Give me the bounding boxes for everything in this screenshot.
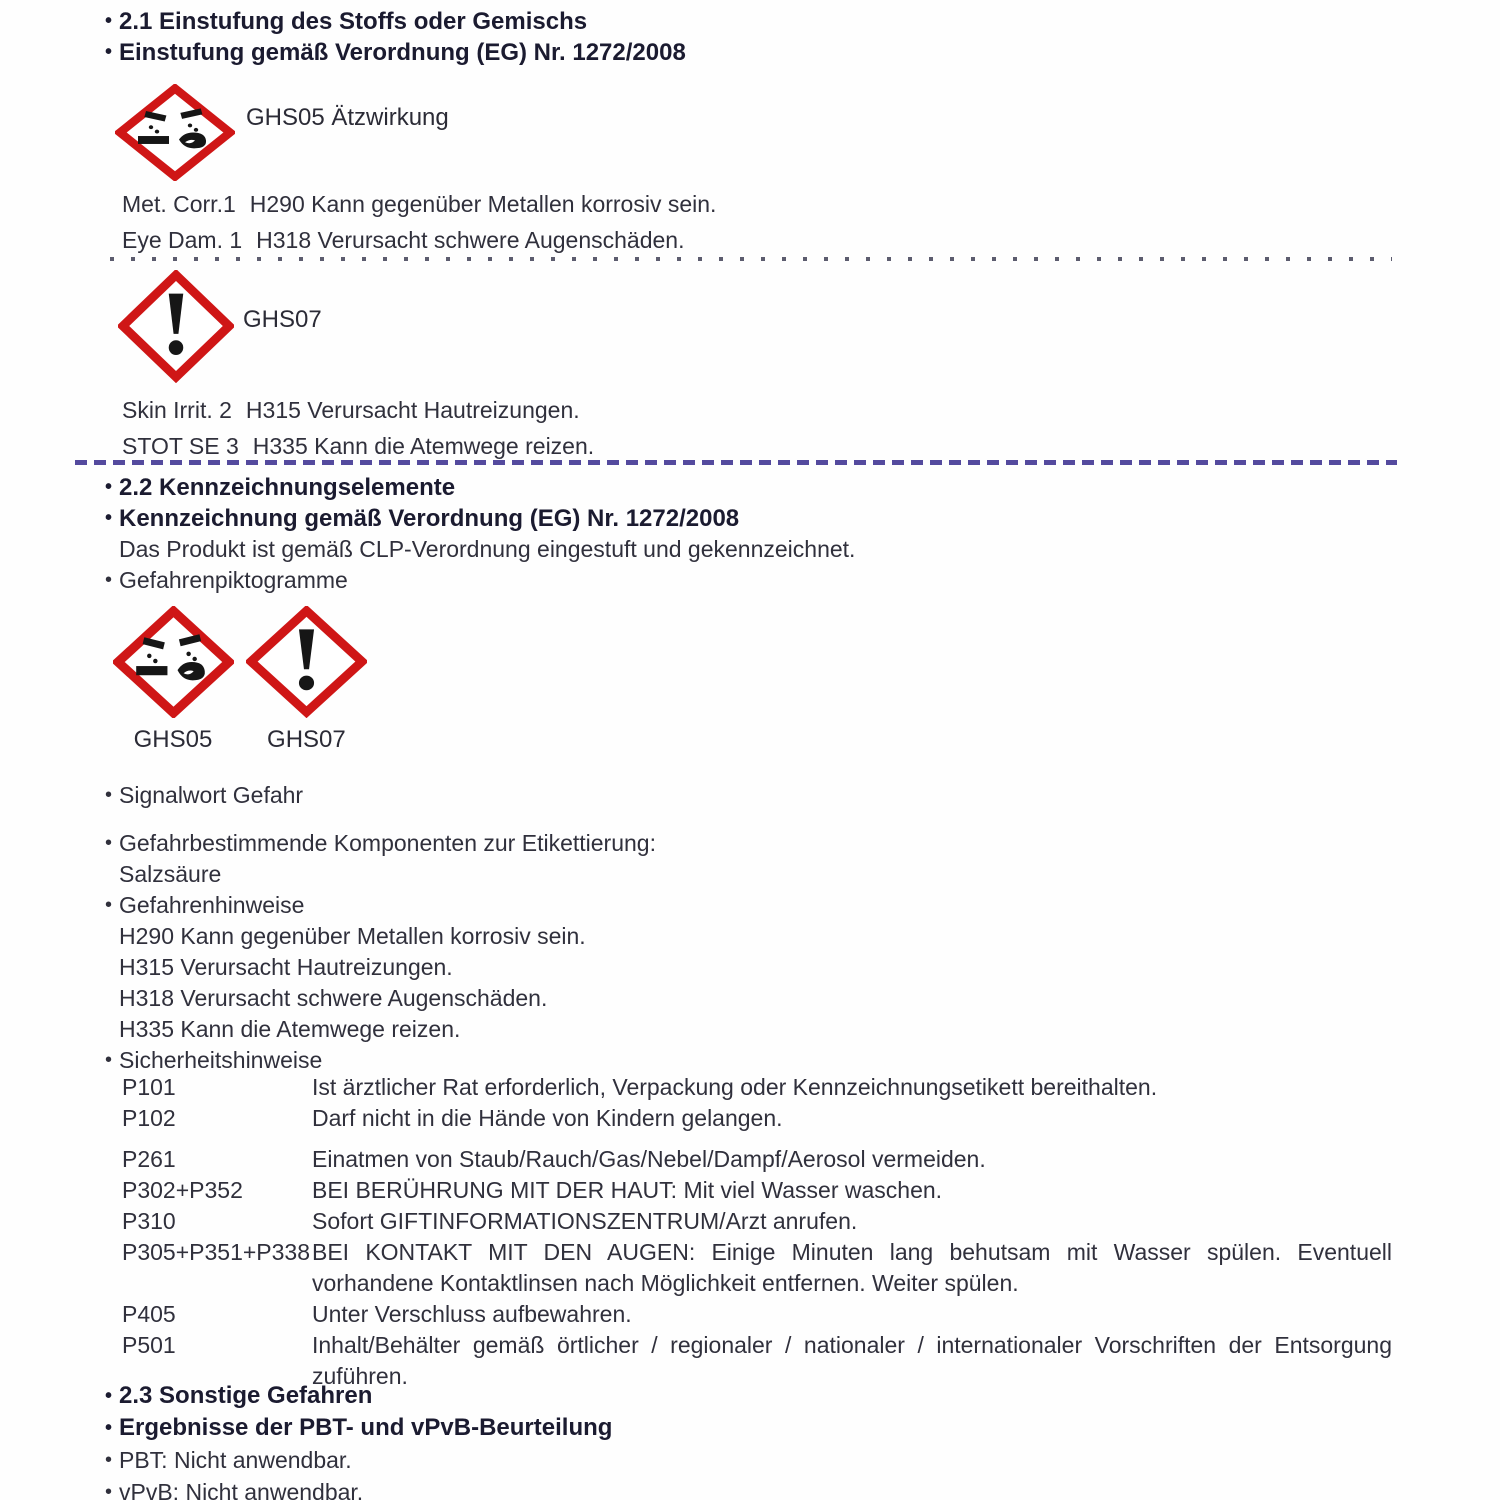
hazard-statements-label: • Gefahrenhinweise [105, 890, 656, 921]
p-code: P305+P351+P338 [122, 1239, 311, 1265]
ghs05-corrosion-icon [115, 84, 235, 181]
precaution-row [122, 1072, 1392, 1103]
p-text: Darf nicht in die Hände von Kindern gelangen. [312, 1105, 783, 1131]
p-code: P501 [122, 1332, 176, 1358]
hazard-statement: H290 Kann gegenüber Metallen korrosiv sein. [249, 191, 717, 217]
hazard-statement: H315 Verursacht Hautreizungen. [245, 397, 580, 423]
hazard-class: Met. Corr.1 [122, 191, 236, 217]
labelling-component: Salzsäure [119, 861, 222, 887]
hazard-statement: H335 Kann die Atemwege reizen. [252, 433, 595, 459]
p-text: Einatmen von Staub/Rauch/Gas/Nebel/Dampf/Aerosol vermeiden. [312, 1146, 986, 1172]
section-2-2-header [105, 472, 855, 596]
hazard-class: STOT SE 3 [122, 433, 239, 459]
p-text: Unter Verschluss aufbewahren. [312, 1301, 632, 1327]
signal-word-value: Gefahr [232, 782, 304, 808]
hazard-statement: H315 Verursacht Hautreizungen. [119, 954, 453, 980]
hazard-statement: H290 Kann gegenüber Metallen korrosiv sein. [119, 923, 586, 949]
hazard-pictograms [112, 606, 367, 754]
p-text: Inhalt/Behälter gemäß örtlicher / regionaler / nationaler / internationaler Vorschriften der Entsorgung zuführen. [312, 1332, 1392, 1389]
p-code: P101 [122, 1074, 176, 1100]
section-2-3-subheading: • Ergebnisse der PBT- und vPvB-Beurteilung [105, 1412, 612, 1444]
dotted-divider [110, 257, 1392, 261]
ghs07-classification-list [122, 392, 594, 464]
classification-row [122, 222, 716, 258]
p-code: P102 [122, 1105, 176, 1131]
hazard-statement: H318 Verursacht schwere Augenschäden. [256, 227, 685, 253]
p-text: Sofort GIFTINFORMATIONSZENTRUM/Arzt anrufen. [312, 1208, 858, 1234]
ghs07-code-label: GHS07 [243, 306, 322, 333]
ghs05-code-label: GHS05 Ätzwirkung [246, 104, 449, 131]
dashed-divider [75, 460, 1397, 465]
precaution-row [122, 1175, 1392, 1206]
hazard-statement: H335 Kann die Atemwege reizen. [119, 1016, 461, 1042]
ghs05-classification-list [122, 186, 716, 258]
classification-row [122, 186, 716, 222]
labelling-block [105, 828, 656, 1076]
precaution-row [122, 1237, 1392, 1299]
section-2-3 [105, 1380, 612, 1500]
ghs07-figure [245, 606, 367, 754]
precaution-row [122, 1206, 1392, 1237]
section-2-3-heading: • 2.3 Sonstige Gefahren [105, 1380, 612, 1412]
pictograms-label: • Gefahrenpiktogramme [105, 565, 855, 596]
precaution-row [122, 1103, 1392, 1134]
clp-note: Das Produkt ist gemäß CLP-Verordnung eingestuft und gekennzeichnet. [119, 536, 856, 562]
hazard-statement: H318 Verursacht schwere Augenschäden. [119, 985, 548, 1011]
labelling-components-label: • Gefahrbestimmende Komponenten zur Etikettierung: [105, 828, 656, 859]
precaution-row [122, 1299, 1392, 1330]
pbt-result: • PBT: Nicht anwendbar. [105, 1444, 612, 1476]
precautionary-table [122, 1072, 1392, 1392]
classification-row [122, 428, 594, 464]
precaution-row [122, 1144, 1392, 1175]
ghs07-caption: GHS07 [267, 726, 346, 753]
hazard-class: Eye Dam. 1 [122, 227, 243, 253]
signal-word-row [105, 780, 1500, 811]
section-2-1-subheading: • Einstufung gemäß Verordnung (EG) Nr. 1272/2008 [105, 37, 686, 68]
p-code: P302+P352 [122, 1177, 243, 1203]
section-2-1-heading: • 2.1 Einstufung des Stoffs oder Gemischs [105, 6, 686, 37]
classification-row [122, 392, 594, 428]
ghs05-figure [112, 606, 234, 754]
ghs05-caption: GHS05 [133, 726, 213, 753]
p-text: Ist ärztlicher Rat erforderlich, Verpackung oder Kennzeichnungsetikett bereithalten. [312, 1074, 1158, 1100]
ghs05-corrosion-icon [113, 606, 234, 718]
ghs07-exclamation-icon [118, 270, 234, 383]
p-text: BEI KONTAKT MIT DEN AUGEN: Einige Minuten lang behutsam mit Wasser spülen. Eventuell vorhandene Kontaktlinsen nach Möglichkeit entfernen. Weiter spülen. [312, 1239, 1392, 1296]
p-code: P405 [122, 1301, 176, 1327]
precautionary-label: • Sicherheitshinweise [105, 1045, 656, 1076]
section-2-2-heading: • 2.2 Kennzeichnungselemente [105, 472, 855, 503]
signal-word-label: Signalwort [119, 782, 227, 808]
ghs07-exclamation-icon [246, 606, 367, 718]
section-2-2-subheading: • Kennzeichnung gemäß Verordnung (EG) Nr. 1272/2008 [105, 503, 855, 534]
vpvb-result: • vPvB: Nicht anwendbar. [105, 1476, 612, 1500]
p-code: P261 [122, 1146, 176, 1172]
p-text: BEI BERÜHRUNG MIT DER HAUT: Mit viel Wasser waschen. [312, 1177, 943, 1203]
p-code: P310 [122, 1208, 176, 1234]
hazard-class: Skin Irrit. 2 [122, 397, 232, 423]
section-2-1-header [105, 6, 686, 68]
